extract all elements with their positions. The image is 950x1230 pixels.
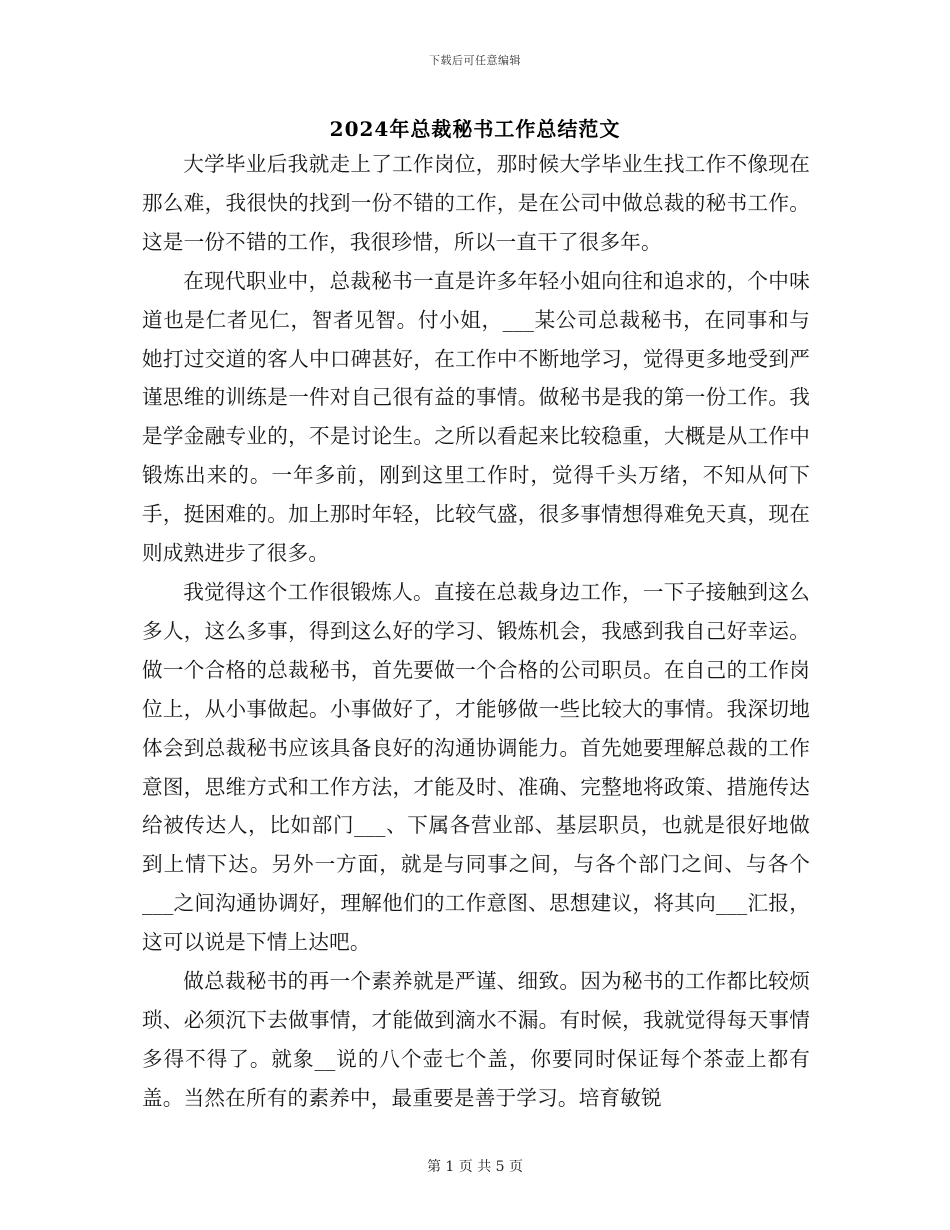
document-body [142,145,810,1118]
paragraph-3: 我觉得这个工作很锻炼人。直接在总裁身边工作，一下子接触到这么多人，这么多事，得到这么好的学习、锻炼机会，我感到我自己好幸运。做一个合格的总裁秘书，首先要做一个合格的公司职员。在自己的工作岗位上，从小事做起。小事做好了，才能够做一些比较大的事情。我深切地体会到总裁秘书应该具备良好的沟通协调能力。首先她要理解总裁的工作意图，思维方式和工作方法，才能及时、准确、完整地将政策、措施传达给被传达人，比如部门___、下属各营业部、基层职员，也就是很好地做到上情下达。另外一方面，就是与同事之间，与各个部门之间、与各个___之间沟通协调好，理解他们的工作意图、思想建议，将其向___汇报，这可以说是下情上达吧。 [142,579,810,955]
paragraph-4: 做总裁秘书的再一个素养就是严谨、细致。因为秘书的工作都比较烦琐、必须沉下去做事情，才能做到滴水不漏。有时候，我就觉得每天事情多得不得了。就象__说的八个壶七个盖，你要同时保证每个茶壶上都有盖。当然在所有的素养中，最重要是善于学习。培育敏锐 [142,969,810,1110]
page-number-footer: 第 1 页 共 5 页 [426,1159,524,1175]
paragraph-1: 大学毕业后我就走上了工作岗位，那时候大学毕业生找工作不像现在那么难，我很快的找到一份不错的工作，是在公司中做总裁的秘书工作。这是一份不错的工作，我很珍惜，所以一直干了很多年。 [142,152,810,254]
header-note: 下载后可任意编辑 [429,54,521,67]
paragraph-2: 在现代职业中，总裁秘书一直是许多年轻小姐向往和追求的，个中味道也是仁者见仁，智者见智。付小姐，___某公司总裁秘书，在同事和与她打过交道的客人中口碑甚好，在工作中不断地学习，觉得更多地受到严谨思维的训练是一件对自己很有益的事情。做秘书是我的第一份工作。我是学金融专业的，不是讨论生。之所以看起来比较稳重，大概是从工作中锻炼出来的。一年多前，刚到这里工作时，觉得千头万绪，不知从何下手，挺困难的。加上那时年轻，比较气盛，很多事情想得难免天真，现在则成熟进步了很多。 [142,268,810,566]
document-title: 2024年总裁秘书工作总结范文 [329,117,621,141]
